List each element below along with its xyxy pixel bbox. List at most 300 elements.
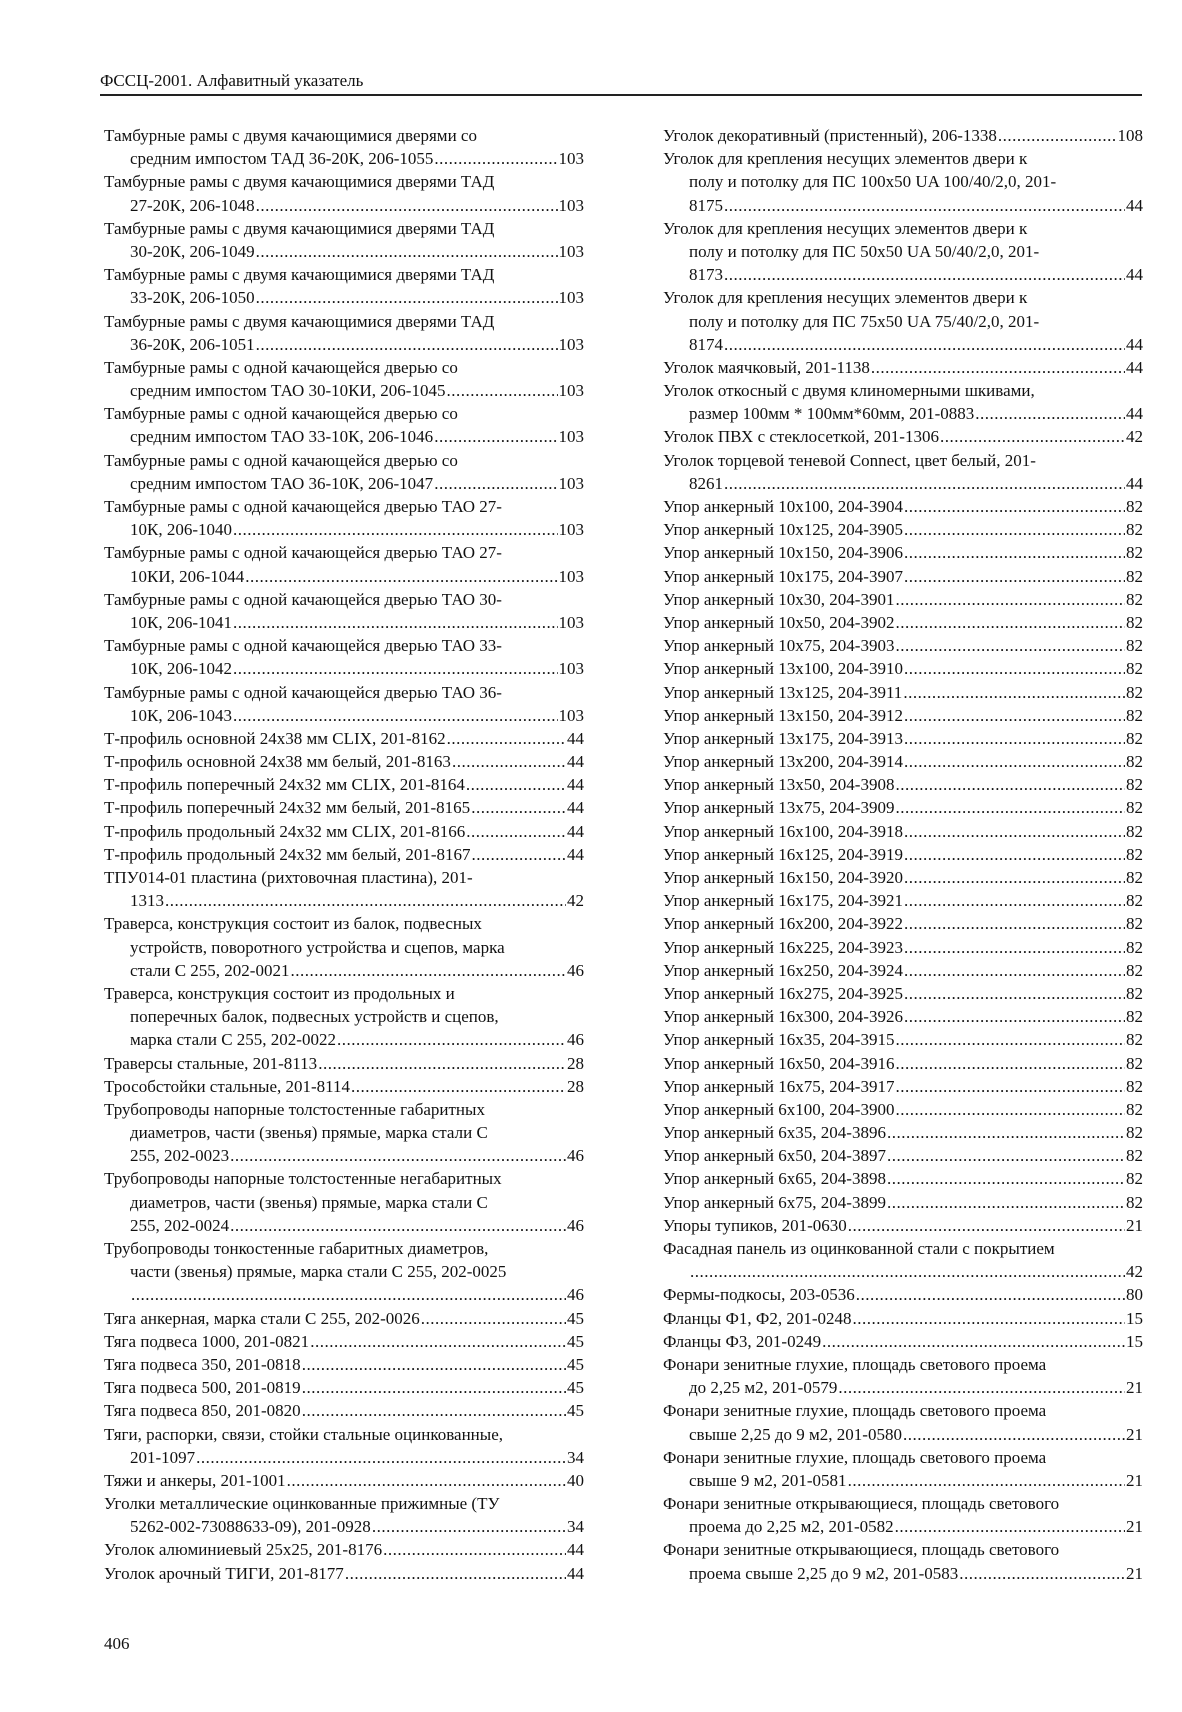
index-entry [104, 866, 584, 912]
entry-page-number: 82 [1126, 543, 1143, 563]
index-entry [663, 286, 1143, 356]
dot-leader [998, 124, 1117, 147]
entry-text-line: части (звенья) прямые, марка стали С 255, 202-0025 [130, 1262, 507, 1282]
index-entry [663, 541, 1143, 564]
index-entry [663, 1214, 1143, 1237]
dot-leader [256, 286, 558, 309]
entry-text: 33-20К, 206-1050 [130, 288, 255, 308]
entry-page-number: 45 [567, 1378, 584, 1398]
entry-page-number: 82 [1126, 497, 1143, 516]
entry-leader-line [663, 959, 1143, 982]
entry-text: Упор анкерный 16х35, 204-3915 [663, 1030, 895, 1050]
dot-leader [724, 333, 1125, 356]
entry-leader-line [663, 194, 1143, 217]
entry-text: свыше 9 м2, 201-0581 [689, 1470, 847, 1490]
index-entry [663, 147, 1143, 217]
entry-leader-line [663, 333, 1143, 356]
entry-leader-line [663, 1307, 1143, 1330]
entry-page-number: 42 [1126, 1262, 1143, 1282]
entry-leader-line [663, 472, 1143, 495]
entry-page-number: 103 [558, 288, 584, 308]
entry-text-line: Фасадная панель из оцинкованной стали с покрытием [663, 1239, 1055, 1258]
entry-leader-line [104, 1307, 584, 1330]
entry-leader-line [663, 866, 1143, 889]
entry-leader-line [663, 681, 1143, 704]
entry-text: Упор анкерный 16х125, 204-3919 [663, 844, 903, 864]
entry-text: 5262-002-73088633-09), 201-0928 [130, 1517, 371, 1537]
entry-leader-line [104, 1515, 584, 1538]
entry-page-number: 46 [567, 1030, 584, 1050]
entry-text: Упор анкерный 16х175, 204-3921 [663, 891, 903, 911]
entry-leader-line [663, 495, 1143, 518]
entry-page-number: 82 [1126, 798, 1143, 818]
dot-leader [421, 1307, 566, 1330]
dot-leader [904, 541, 1125, 564]
dot-leader [446, 379, 557, 402]
dot-leader [131, 1283, 566, 1306]
entry-leader-line [663, 1075, 1143, 1098]
index-entry [104, 263, 584, 309]
entry-page-number: 103 [558, 659, 584, 679]
entry-leader-line [104, 425, 584, 448]
dot-leader [887, 1121, 1125, 1144]
dot-leader [904, 843, 1125, 866]
entry-text: Упор анкерный 16х275, 204-3925 [663, 983, 903, 1003]
entry-text: 201-1097 [130, 1447, 196, 1467]
entry-leader-line [104, 194, 584, 217]
entry-text: Упор анкерный 10х75, 204-3903 [663, 636, 895, 656]
entry-page-number: 82 [1126, 1053, 1143, 1073]
index-entry [663, 1144, 1143, 1167]
dot-leader [230, 1214, 566, 1237]
dot-leader [256, 333, 558, 356]
entry-text: 8175 [689, 195, 723, 215]
index-entry [104, 1237, 584, 1307]
entry-leader-line [663, 1283, 1143, 1306]
entry-text: средним импостом ТАО 30-10КИ, 206-1045 [130, 381, 446, 401]
entry-text: Упор анкерный 13х150, 204-3912 [663, 705, 903, 725]
entry-text: Упор анкерный 6х35, 204-3896 [663, 1123, 886, 1143]
entry-leader-line [663, 402, 1143, 425]
dot-leader [233, 518, 558, 541]
entry-page-number: 44 [567, 821, 584, 841]
dot-leader [302, 1353, 566, 1376]
entry-text-line: полу и потолку для ПС 75х50 UA 75/40/2,0, 201- [689, 311, 1040, 331]
entry-leader-line [663, 1515, 1143, 1538]
entry-text: 255, 202-0023 [130, 1146, 230, 1166]
entry-text-line: Уголок для крепления несущих элементов двери к [663, 149, 1028, 169]
entry-page-number: 82 [1126, 891, 1143, 911]
entry-page-number: 103 [558, 334, 584, 354]
index-entry [663, 657, 1143, 680]
index-entry [663, 1028, 1143, 1051]
entry-text-line: Фонари зенитные открывающиеся, площадь светового [663, 1540, 1060, 1560]
index-entry [104, 982, 584, 1052]
dot-leader [895, 634, 1125, 657]
index-entry [104, 634, 584, 680]
entry-text-line: Фонари зенитные глухие, площадь светового проема [663, 1401, 1047, 1421]
entry-text: Фланцы Ф3, 201-0249 [663, 1331, 822, 1351]
entry-leader-line [104, 1353, 584, 1376]
entry-page-number: 44 [567, 1540, 584, 1560]
entry-text: средним импостом ТАО 36-10К, 206-1047 [130, 473, 434, 493]
index-entry [663, 124, 1143, 147]
entry-page-number: 44 [567, 728, 584, 748]
dot-leader [853, 1307, 1125, 1330]
dot-leader [337, 1028, 566, 1051]
dot-leader [904, 704, 1125, 727]
entry-leader-line [104, 240, 584, 263]
index-entry [104, 310, 584, 356]
entry-text-line: Тамбурные рамы с одной качающейся дверью ТАО 30- [104, 589, 502, 609]
entry-leader-line [104, 657, 584, 680]
dot-leader [290, 959, 566, 982]
index-entry [663, 1492, 1143, 1538]
entry-text: Упор анкерный 10х100, 204-3904 [663, 497, 903, 516]
entry-page-number: 21 [1126, 1517, 1143, 1537]
entry-text: Уголок декоративный (пристенный), 206-1338 [663, 126, 997, 145]
dot-leader [452, 750, 566, 773]
entry-page-number: 103 [558, 149, 584, 169]
index-entry [104, 773, 584, 796]
index-entry [663, 1330, 1143, 1353]
entry-text: Упор анкерный 13х200, 204-3914 [663, 752, 903, 772]
entry-page-number: 21 [1126, 1470, 1143, 1490]
index-entry [663, 750, 1143, 773]
entry-leader-line [663, 889, 1143, 912]
entry-page-number: 82 [1126, 659, 1143, 679]
entry-page-number: 82 [1126, 775, 1143, 795]
entry-text: 10К, 206-1041 [130, 612, 232, 632]
entry-text: Упор анкерный 16х225, 204-3923 [663, 937, 903, 957]
index-entry [104, 1167, 584, 1237]
entry-page-number: 44 [567, 1563, 584, 1583]
entry-text-line: Тамбурные рамы с одной качающейся дверью ТАО 27- [104, 497, 502, 516]
dot-leader [903, 681, 1125, 704]
index-entry [663, 866, 1143, 889]
entry-text-line: Тамбурные рамы с двумя качающимися дверями со [104, 126, 477, 145]
dot-leader [904, 820, 1125, 843]
index-entry [663, 1052, 1143, 1075]
entry-page-number: 21 [1126, 1563, 1143, 1583]
entry-page-number: 21 [1126, 1215, 1143, 1235]
entry-page-number: 103 [558, 473, 584, 493]
dot-leader [895, 1075, 1125, 1098]
entry-page-number: 44 [567, 775, 584, 795]
entry-text: Упор анкерный 10х175, 204-3907 [663, 566, 903, 586]
entry-page-number: 42 [567, 891, 584, 911]
entry-leader-line [663, 425, 1143, 448]
entry-leader-line [104, 333, 584, 356]
index-entry [663, 1167, 1143, 1190]
entry-leader-line [663, 1052, 1143, 1075]
entry-text-line: диаметров, части (звенья) прямые, марка стали С [130, 1123, 488, 1143]
dot-leader [822, 1330, 1125, 1353]
entry-leader-line [104, 750, 584, 773]
entry-page-number: 82 [1126, 728, 1143, 748]
dot-leader [724, 263, 1125, 286]
entry-text: свыше 2,25 до 9 м2, 201-0580 [689, 1424, 902, 1444]
entry-text: Уголок арочный ТИГИ, 201-8177 [104, 1563, 344, 1583]
dot-leader [887, 1167, 1125, 1190]
index-entry [104, 1330, 584, 1353]
entry-leader-line [104, 286, 584, 309]
entry-leader-line [104, 843, 584, 866]
dot-leader [895, 1098, 1125, 1121]
entry-text: Тяга подвеса 850, 201-0820 [104, 1401, 301, 1421]
index-entry [663, 1538, 1143, 1584]
entry-text: Упор анкерный 13х175, 204-3913 [663, 728, 903, 748]
page-header [100, 70, 1142, 96]
dot-leader [838, 1376, 1125, 1399]
dot-leader [351, 1075, 566, 1098]
entry-leader-line [104, 379, 584, 402]
index-entry [663, 1283, 1143, 1306]
index-entry [663, 1005, 1143, 1028]
entry-text-line: Тамбурные рамы с одной качающейся дверью ТАО 33- [104, 636, 502, 656]
entry-text-line: Тамбурные рамы с двумя качающимися дверями ТАД [104, 218, 495, 238]
index-entry [104, 449, 584, 495]
entry-text: Упор анкерный 10х30, 204-3901 [663, 589, 895, 609]
entry-leader-line [663, 820, 1143, 843]
entry-text: Т-профиль продольный 24х32 мм CLIX, 201-8166 [104, 821, 466, 841]
index-entry [663, 727, 1143, 750]
index-entry [663, 611, 1143, 634]
entry-leader-line [663, 634, 1143, 657]
entry-leader-line [104, 518, 584, 541]
entry-leader-line [104, 1075, 584, 1098]
entry-leader-line [663, 1144, 1143, 1167]
entry-leader-line [663, 843, 1143, 866]
entry-text-line: полу и потолку для ПС 50х50 UA 50/40/2,0, 201- [689, 241, 1040, 261]
dot-leader [245, 565, 557, 588]
entry-page-number: 82 [1126, 914, 1143, 934]
entry-page-number: 103 [558, 520, 584, 540]
entry-page-number: 21 [1126, 1378, 1143, 1398]
dot-leader [233, 611, 558, 634]
index-entry [104, 1538, 584, 1561]
entry-text: Уголок ПВХ с стеклосеткой, 201-1306 [663, 427, 939, 447]
dot-leader [895, 1028, 1125, 1051]
index-entry [663, 425, 1143, 448]
entry-page-number: 103 [558, 427, 584, 447]
entry-page-number: 45 [567, 1401, 584, 1421]
index-entry [663, 1237, 1143, 1283]
entry-text: Упор анкерный 6х50, 204-3897 [663, 1146, 886, 1166]
dot-leader [256, 194, 558, 217]
dot-leader [904, 936, 1125, 959]
index-entry [663, 773, 1143, 796]
entry-text: Упор анкерный 16х200, 204-3922 [663, 914, 903, 934]
entry-leader-line [104, 773, 584, 796]
entry-text: 30-20К, 206-1049 [130, 241, 255, 261]
entry-leader-line [104, 1562, 584, 1585]
entry-leader-line [663, 518, 1143, 541]
entry-text: Упор анкерный 13х125, 204-3911 [663, 682, 903, 702]
dot-leader [230, 1144, 566, 1167]
entry-text: Упор анкерный 13х75, 204-3909 [663, 798, 895, 818]
entry-page-number: 46 [567, 1285, 584, 1305]
entry-text: Упор анкерный 6х65, 204-3898 [663, 1169, 886, 1189]
entry-text: до 2,25 м2, 201-0579 [689, 1378, 838, 1398]
index-entry [663, 1075, 1143, 1098]
entry-leader-line [104, 1538, 584, 1561]
index-entry [663, 634, 1143, 657]
index-entry [663, 379, 1143, 425]
entry-leader-line [663, 1376, 1143, 1399]
entry-text: 1313 [130, 891, 164, 911]
entry-page-number: 82 [1126, 612, 1143, 632]
dot-leader [904, 889, 1125, 912]
dot-leader [383, 1538, 566, 1561]
entry-leader-line [104, 1283, 584, 1306]
entry-text: Упор анкерный 16х150, 204-3920 [663, 868, 903, 887]
index-entry [104, 1353, 584, 1376]
index-entry [663, 1121, 1143, 1144]
dot-leader [848, 1214, 1125, 1237]
entry-leader-line [104, 820, 584, 843]
entry-text: Упор анкерный 16х50, 204-3916 [663, 1053, 895, 1073]
entry-text-line: Трубопроводы напорные толстостенные габаритных [104, 1099, 485, 1119]
entry-page-number: 44 [1126, 404, 1143, 424]
dot-leader [233, 704, 558, 727]
entry-page-number: 44 [567, 798, 584, 818]
entry-leader-line [104, 565, 584, 588]
entry-text-line: диаметров, части (звенья) прямые, марка стали С [130, 1192, 488, 1212]
index-entry [104, 495, 584, 541]
entry-text: 36-20К, 206-1051 [130, 334, 255, 354]
dot-leader [165, 889, 566, 912]
entry-text: Траверсы стальные, 201-8113 [104, 1053, 318, 1073]
dot-leader [904, 959, 1125, 982]
dot-leader [434, 472, 557, 495]
entry-text: 10КИ, 206-1044 [130, 566, 245, 586]
entry-text: Трособстойки стальные, 201-8114 [104, 1076, 351, 1096]
entry-leader-line [663, 936, 1143, 959]
dot-leader [466, 820, 566, 843]
entry-text: 255, 202-0024 [130, 1215, 230, 1235]
entry-text: Упор анкерный 10х150, 204-3906 [663, 543, 903, 563]
entry-page-number: 80 [1126, 1285, 1143, 1305]
entry-leader-line [104, 889, 584, 912]
dot-leader [871, 356, 1125, 379]
entry-leader-line [663, 1098, 1143, 1121]
entry-page-number: 103 [558, 566, 584, 586]
dot-leader [895, 796, 1125, 819]
entry-text: Т-профиль поперечный 24х32 мм CLIX, 201-8164 [104, 775, 465, 795]
entry-text-line: Уголок торцевой теневой Connect, цвет белый, 201- [663, 450, 1036, 470]
entry-text-line: Трубопроводы тонкостенные габаритных диаметров, [104, 1239, 489, 1258]
entry-text: Упор анкерный 13х50, 204-3908 [663, 775, 895, 795]
index-entry [663, 959, 1143, 982]
entry-text-line: Тамбурные рамы с одной качающейся дверью со [104, 357, 458, 377]
entry-text: Тяга подвеса 1000, 201-0821 [104, 1331, 310, 1351]
entry-text-line: Тамбурные рамы с одной качающейся дверью со [104, 404, 458, 424]
entry-page-number: 15 [1126, 1331, 1143, 1351]
dot-leader [903, 1423, 1125, 1446]
entry-page-number: 15 [1126, 1308, 1143, 1328]
entry-text: стали С 255, 202-0021 [130, 960, 290, 980]
entry-page-number: 108 [1117, 126, 1143, 145]
entry-text: Упор анкерный 10х125, 204-3905 [663, 520, 903, 540]
dot-leader [196, 1446, 566, 1469]
entry-leader-line [663, 124, 1143, 147]
index-entry [104, 1562, 584, 1585]
entry-leader-line [104, 1052, 584, 1075]
index-entry [663, 1353, 1143, 1399]
index-entry [104, 588, 584, 634]
index-entry [663, 518, 1143, 541]
entry-page-number: 46 [567, 1146, 584, 1166]
entry-text-line: Тамбурные рамы с двумя качающимися дверями ТАД [104, 265, 495, 285]
entry-leader-line [663, 1121, 1143, 1144]
entry-page-number: 103 [558, 241, 584, 261]
entry-page-number: 82 [1126, 1099, 1143, 1119]
dot-leader [472, 843, 566, 866]
entry-page-number: 45 [567, 1308, 584, 1328]
dot-leader [447, 727, 566, 750]
entry-text: Фермы-подкосы, 203-0536 [663, 1285, 855, 1305]
entry-page-number: 82 [1126, 682, 1143, 702]
dot-leader [904, 495, 1125, 518]
entry-text-line: Уголки металлические оцинкованные прижимные (ТУ [104, 1494, 500, 1514]
dot-leader [345, 1562, 566, 1585]
index-entry [104, 750, 584, 773]
index-entry [104, 1423, 584, 1469]
entry-leader-line [104, 959, 584, 982]
entry-page-number: 40 [567, 1470, 584, 1490]
entry-page-number: 44 [567, 844, 584, 864]
dot-leader [848, 1469, 1125, 1492]
entry-leader-line [104, 1330, 584, 1353]
dot-leader [256, 240, 558, 263]
entry-leader-line [104, 1028, 584, 1051]
entry-page-number: 44 [1126, 357, 1143, 377]
dot-leader [287, 1469, 566, 1492]
dot-leader [302, 1376, 566, 1399]
entry-leader-line [104, 1399, 584, 1422]
entry-page-number: 82 [1126, 844, 1143, 864]
entry-leader-line [663, 356, 1143, 379]
index-entry [663, 588, 1143, 611]
entry-page-number: 103 [558, 612, 584, 632]
dot-leader [318, 1052, 566, 1075]
dot-leader [887, 1144, 1125, 1167]
index-entry [104, 217, 584, 263]
entry-leader-line [663, 1005, 1143, 1028]
index-column-right [663, 124, 1143, 1585]
entry-text: Упоры тупиков, 201-0630 [663, 1215, 847, 1235]
entry-leader-line [663, 1423, 1143, 1446]
entry-text: Уголок алюминиевый 25х25, 201-8176 [104, 1540, 383, 1560]
entry-text: 27-20К, 206-1048 [130, 195, 255, 215]
entry-page-number: 28 [567, 1076, 584, 1096]
index-entry [104, 1399, 584, 1422]
entry-leader-line [663, 750, 1143, 773]
entry-text: Т-профиль основной 24х38 мм CLIX, 201-8162 [104, 728, 446, 748]
entry-page-number: 44 [567, 752, 584, 772]
entry-leader-line [663, 1562, 1143, 1585]
entry-text: Тяга анкерная, марка стали С 255, 202-0026 [104, 1308, 420, 1328]
entry-page-number: 103 [558, 381, 584, 401]
entry-page-number: 103 [558, 195, 584, 215]
entry-page-number: 82 [1126, 868, 1143, 887]
entry-leader-line [104, 611, 584, 634]
index-entry [104, 1052, 584, 1075]
header-title: ФССЦ-2001. Алфавитный указатель [100, 71, 364, 90]
entry-page-number: 82 [1126, 1030, 1143, 1050]
dot-leader [724, 194, 1125, 217]
